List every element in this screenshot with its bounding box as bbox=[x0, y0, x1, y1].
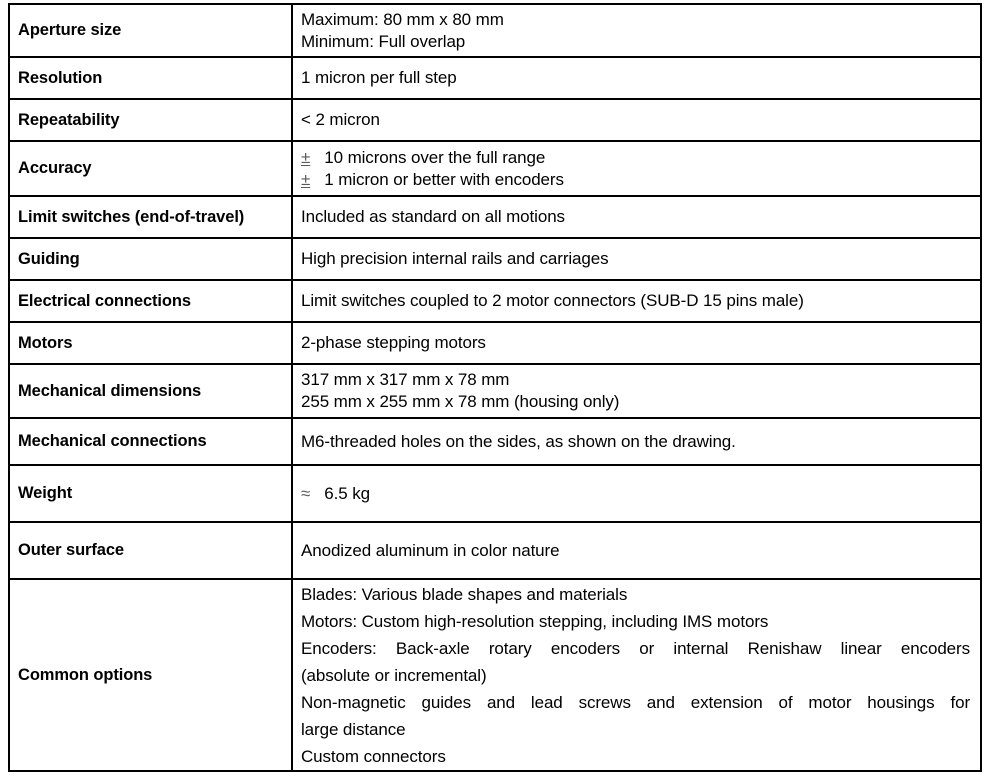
value-line: Limit switches coupled to 2 motor connectors (SUB-D 15 pins male) bbox=[301, 291, 804, 310]
approx-symbol: ≈ bbox=[301, 483, 311, 503]
spec-row-electrical-connections bbox=[10, 281, 980, 323]
row-value bbox=[293, 100, 980, 140]
value-line: M6-threaded holes on the sides, as shown on the drawing. bbox=[301, 431, 736, 451]
value-line: Non-magnetic guides and lead screws and extension of motor housings for bbox=[301, 692, 970, 712]
spec-row-mechanical-connections bbox=[10, 419, 980, 466]
row-label: Guiding bbox=[10, 239, 293, 279]
spec-row-mechanical-dimensions bbox=[10, 365, 980, 419]
value-line bbox=[301, 483, 970, 505]
value-line: 317 mm x 317 mm x 78 mm bbox=[301, 370, 510, 389]
value-line: < 2 micron bbox=[301, 110, 380, 129]
value-line: Blades: Various blade shapes and materials bbox=[301, 584, 628, 604]
spec-row-limit-switches bbox=[10, 197, 980, 239]
row-value bbox=[293, 281, 980, 321]
row-value bbox=[293, 580, 980, 770]
value-line: Maximum: 80 mm x 80 mm bbox=[301, 9, 504, 29]
row-label: Resolution bbox=[10, 58, 293, 98]
value-line: 2-phase stepping motors bbox=[301, 333, 486, 352]
value-line: High precision internal rails and carriages bbox=[301, 249, 609, 268]
row-label: Repeatability bbox=[10, 100, 293, 140]
value-text: 6.5 kg bbox=[324, 483, 370, 503]
value-line: large distance bbox=[301, 719, 406, 739]
spec-row-common-options bbox=[10, 580, 980, 770]
value-line: (absolute or incremental) bbox=[301, 665, 487, 685]
value-text: 1 micron or better with encoders bbox=[324, 169, 564, 189]
row-value bbox=[293, 239, 980, 279]
value-line: Custom connectors bbox=[301, 746, 446, 766]
value-text: 10 microns over the full range bbox=[324, 147, 546, 167]
spec-row-outer-surface bbox=[10, 523, 980, 580]
value-line: Encoders: Back-axle rotary encoders or internal Renishaw linear encoders bbox=[301, 638, 970, 658]
row-value bbox=[293, 5, 980, 56]
row-value bbox=[293, 523, 980, 578]
row-label: Aperture size bbox=[10, 5, 293, 56]
row-label: Mechanical dimensions bbox=[10, 365, 293, 417]
spec-row-aperture-size bbox=[10, 5, 980, 58]
row-label: Accuracy bbox=[10, 142, 293, 195]
row-value bbox=[293, 365, 980, 417]
row-label: Weight bbox=[10, 466, 293, 521]
spec-row-resolution bbox=[10, 58, 980, 100]
row-value bbox=[293, 419, 980, 464]
row-label: Electrical connections bbox=[10, 281, 293, 321]
row-label: Limit switches (end-of-travel) bbox=[10, 197, 293, 237]
value-line: 255 mm x 255 mm x 78 mm (housing only) bbox=[301, 392, 620, 411]
value-line: Anodized aluminum in color nature bbox=[301, 540, 560, 560]
row-label: Outer surface bbox=[10, 523, 293, 578]
row-value bbox=[293, 466, 980, 521]
spec-row-guiding bbox=[10, 239, 980, 281]
spec-table bbox=[8, 3, 982, 772]
value-line: Minimum: Full overlap bbox=[301, 31, 466, 51]
spec-row-motors bbox=[10, 323, 980, 365]
plus-minus-symbol: ± bbox=[301, 147, 311, 167]
spec-row-accuracy bbox=[10, 142, 980, 197]
row-label: Motors bbox=[10, 323, 293, 363]
spec-row-weight bbox=[10, 466, 980, 523]
row-label: Common options bbox=[10, 580, 293, 770]
value-line bbox=[301, 169, 970, 191]
value-line: Motors: Custom high-resolution stepping, including IMS motors bbox=[301, 611, 769, 631]
row-value bbox=[293, 142, 980, 195]
row-value bbox=[293, 323, 980, 363]
row-value bbox=[293, 58, 980, 98]
value-line bbox=[301, 147, 970, 169]
value-line: 1 micron per full step bbox=[301, 68, 457, 87]
row-label: Mechanical connections bbox=[10, 419, 293, 464]
value-line: Included as standard on all motions bbox=[301, 207, 565, 226]
row-value bbox=[293, 197, 980, 237]
plus-minus-symbol: ± bbox=[301, 169, 311, 189]
spec-row-repeatability bbox=[10, 100, 980, 142]
